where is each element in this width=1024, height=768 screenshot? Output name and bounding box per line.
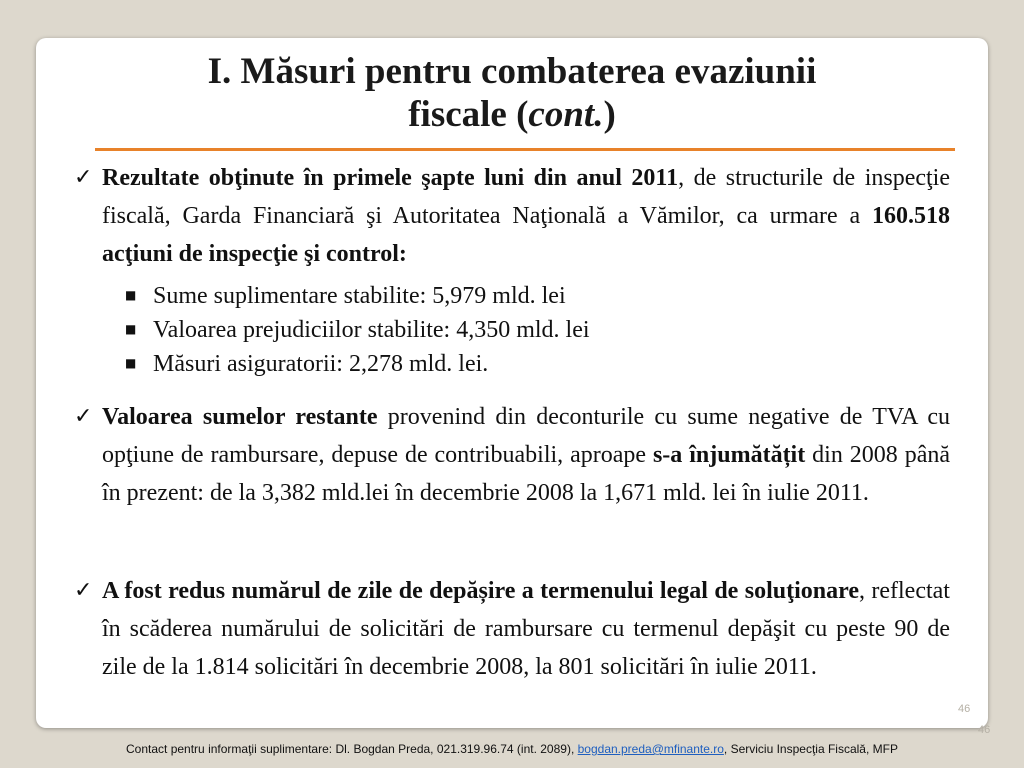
list-item-text: Măsuri asiguratorii: 2,278 mld. lei. (153, 351, 489, 377)
section-1-bold-end: 160.518 acţiuni de inspecţie şi control: (102, 203, 950, 267)
list-item (125, 347, 945, 381)
section-2-paragraph (74, 398, 950, 512)
section-3-bold-intro: A fost redus numărul de zile de depășire a termenului legal de soluţionare (102, 578, 859, 604)
checkmark-icon: ✓ (74, 165, 93, 190)
square-bullet-icon: ■ (125, 356, 137, 370)
list-item-text: Valoarea prejudiciilor stabilite: 4,350 mld. lei (153, 317, 590, 343)
section-2-bold-mid: s-a înjumătățit (652, 442, 806, 468)
title-line-2-main: fiscale (408, 94, 517, 135)
section-2-text-2: din 2008 până în prezent: de la 3,382 mld.lei în decembrie 2008 la 1,671 mld. lei în iulie 2011. (102, 442, 950, 506)
checkmark-icon: ✓ (74, 404, 93, 429)
title-paren-open: ( (516, 94, 529, 135)
square-bullet-icon: ■ (125, 288, 137, 302)
section-3-text: , reflectat în scăderea numărului de solicitări de rambursare cu termenul depăşit cu peste 90 de zile de la 1.814 solicitări în decembrie 2008, la 801 solicitări în iulie 2011. (102, 578, 950, 680)
section-1-paragraph (74, 159, 950, 273)
title-line-2 (0, 93, 1024, 136)
list-item-text: Sume suplimentare stabilite: 5,979 mld. lei (153, 283, 566, 309)
list-item (125, 313, 945, 347)
section-1-bullet-list (125, 279, 945, 381)
list-item (125, 279, 945, 313)
title-paren-close: ) (603, 94, 616, 135)
footer-text-1: Contact pentru informaţii suplimentare: Dl. Bogdan Preda, 021.319.96.74 (int. 2089), (126, 742, 578, 756)
page-number: 46 (958, 703, 971, 715)
section-3-paragraph (74, 572, 950, 686)
section-2-bold-intro: Valoarea sumelor restante (102, 404, 378, 430)
footer-email-link[interactable]: bogdan.preda@mfinante.ro (577, 742, 724, 756)
title-italic: cont. (528, 94, 604, 135)
checkmark-icon: ✓ (74, 578, 93, 603)
page-number-shadow: 46 (978, 724, 991, 736)
slide-title (0, 50, 1024, 136)
section-1-text: , de structurile de inspecţie fiscală, Garda Financiară şi Autoritatea Naţională a Vămilor, ca urmare a (102, 165, 950, 229)
square-bullet-icon: ■ (125, 322, 137, 336)
section-2-text-1: provenind din deconturile cu sume negative de TVA cu opţiune de rambursare, depuse de contribuabili, aproape (102, 404, 950, 468)
section-1-bold-intro: Rezultate obţinute în primele şapte luni din anul 2011 (102, 165, 679, 191)
footer-text-2: , Serviciu Inspecţia Fiscală, MFP (723, 742, 898, 756)
title-line-1: I. Măsuri pentru combaterea evaziunii (207, 51, 817, 92)
title-underline-rule (95, 148, 955, 151)
footer-contact (0, 742, 1024, 756)
